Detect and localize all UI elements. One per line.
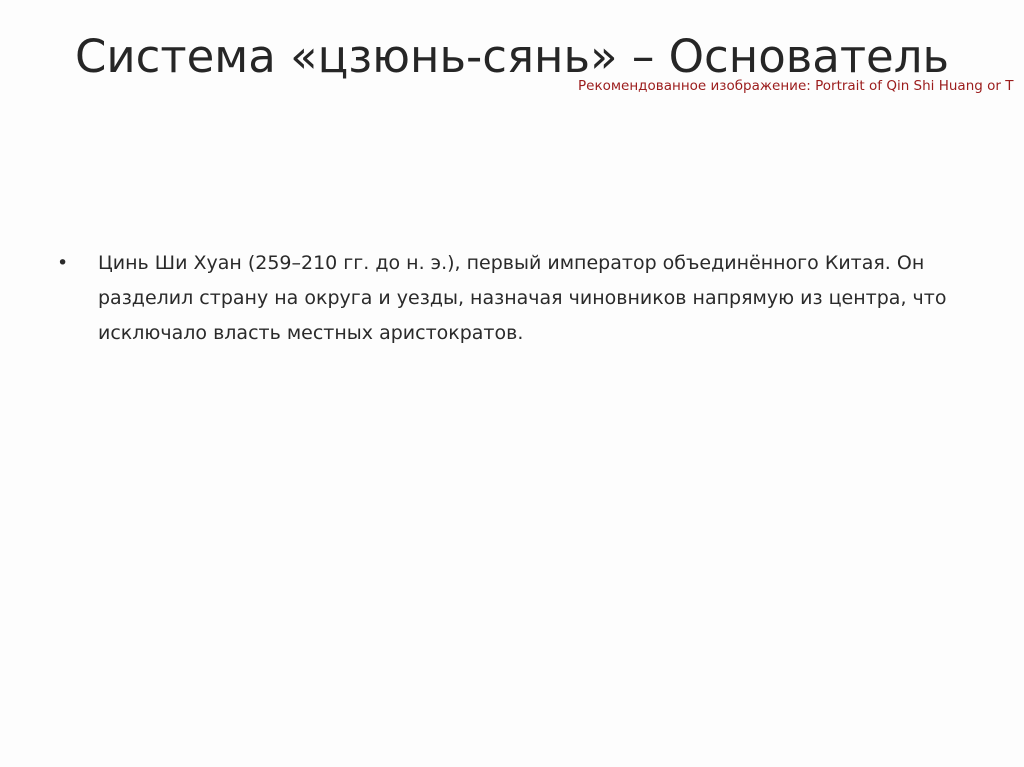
bullet-text: Цинь Ши Хуан (259–210 гг. до н. э.), первый император объединённого Китая. Он разделил страну на округа и уезды, назначая чиновников напрямую из центра, что исключало власть местных аристократов. bbox=[98, 252, 947, 344]
slide-title: Система «цзюнь-сянь» – Основатель bbox=[74, 30, 950, 83]
bullet-list bbox=[57, 246, 977, 351]
image-recommendation-note: Рекомендованное изображение: Portrait of Qin Shi Huang or T bbox=[578, 78, 1014, 94]
bullet-marker: • bbox=[57, 252, 69, 274]
bullet-item bbox=[57, 246, 977, 351]
